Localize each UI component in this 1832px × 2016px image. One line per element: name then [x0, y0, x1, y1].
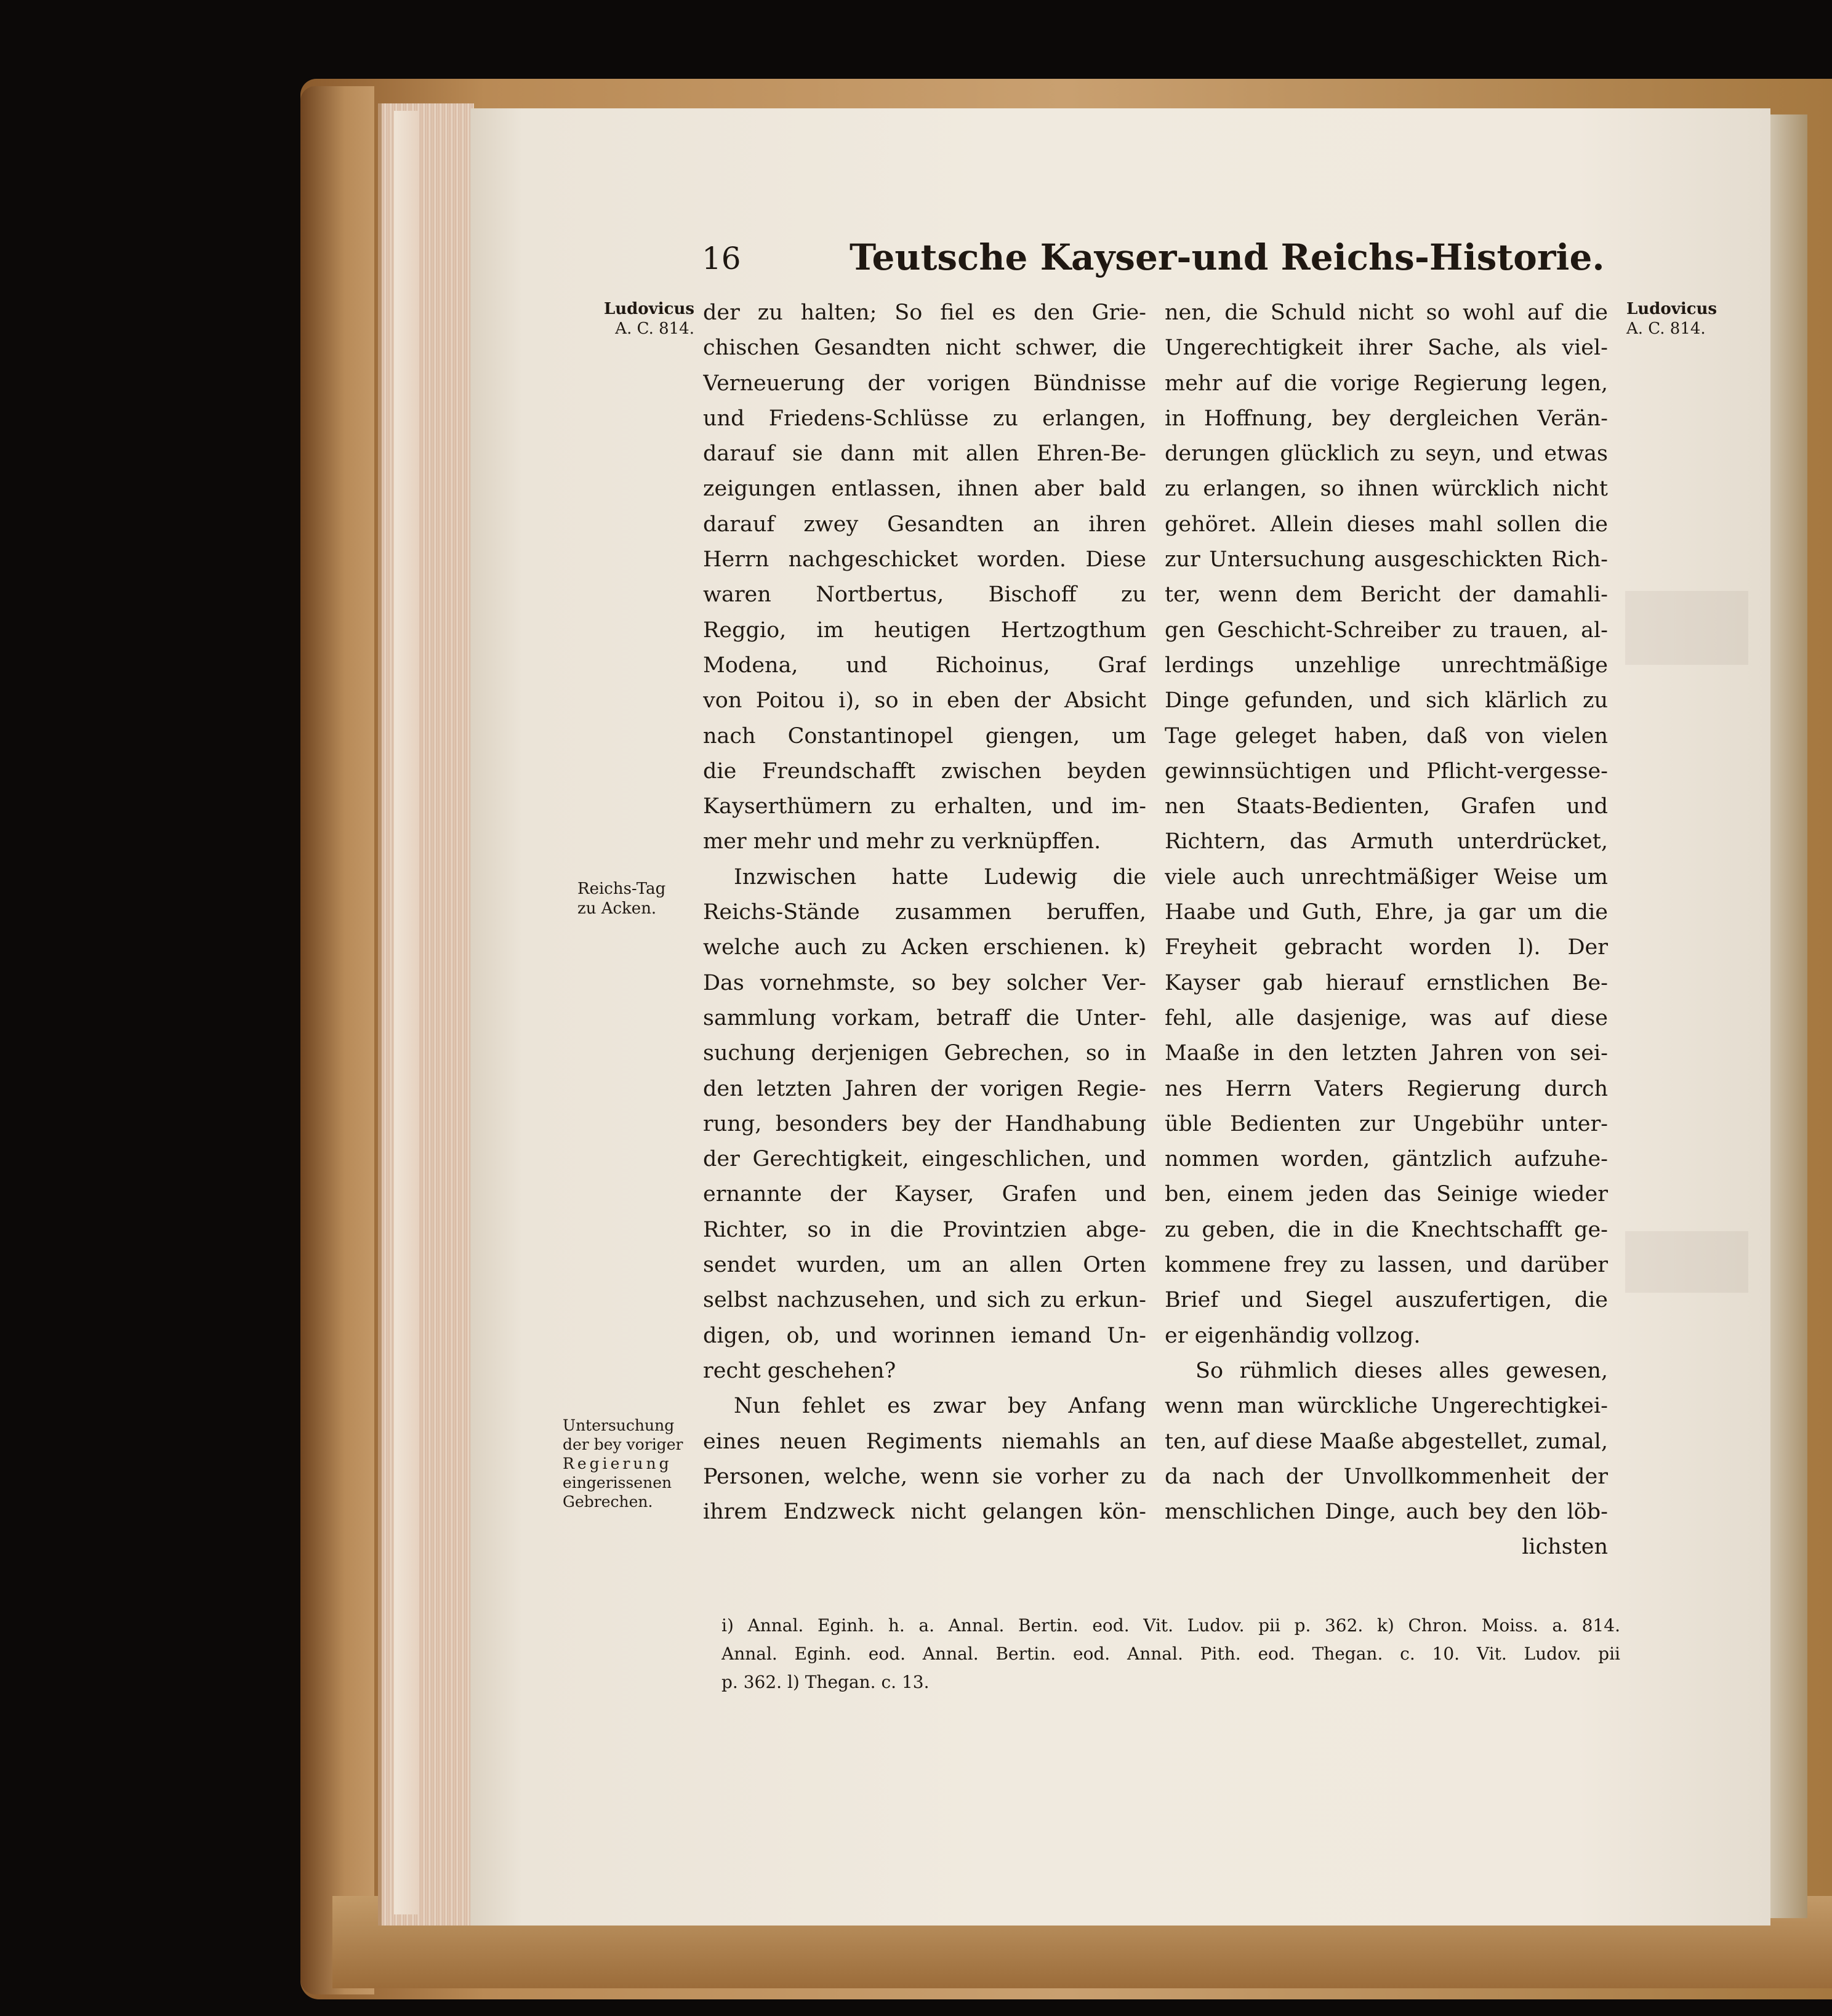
footnote-line: p. 362. l) Thegan. c. 13.	[721, 1672, 930, 1692]
text-line: von Poitou i), so in eben der Absicht	[703, 688, 1146, 713]
marginal-line: der bey voriger	[563, 1436, 683, 1453]
text-line: in Hoffnung, bey dergleichen Verän-	[1165, 406, 1608, 431]
text-line: der Gerechtigkeit, eingeschlichen, und	[703, 1147, 1146, 1172]
text-line: Richtern, das Armuth unterdrücket,	[1165, 829, 1608, 854]
text-line: waren Nortbertus, Bischoff zu	[703, 582, 1146, 608]
text-line: rung, besonders bey der Handhabung	[703, 1111, 1146, 1136]
text-line: darauf sie dann mit allen Ehren-Be-	[703, 441, 1146, 467]
marginal-line: Untersuchung	[563, 1416, 675, 1434]
text-line: nes Herrn Vaters Regierung durch	[1165, 1076, 1608, 1101]
text-line: zu geben, die in die Knechtschafft ge-	[1165, 1217, 1608, 1242]
text-line: So rühmlich dieses alles gewesen,	[1195, 1358, 1608, 1383]
page-edge-highlight	[394, 111, 419, 1914]
text-line: Nun fehlet es zwar bey Anfang	[734, 1394, 1146, 1419]
text-line: Richter, so in die Provintzien abge-	[703, 1217, 1146, 1242]
text-line: viele auch unrechtmäßiger Weise um	[1165, 864, 1608, 890]
marginal-note-left-top	[571, 299, 694, 339]
running-title: Teutsche Kayser-und Reichs-Historie.	[850, 236, 1605, 278]
marginal-line: Ludovicus	[1626, 300, 1718, 318]
page-edges	[378, 103, 474, 1926]
text-line: mehr auf die vorige Regierung legen,	[1165, 371, 1608, 396]
text-line: menschlichen Dinge, auch bey den löb-	[1165, 1500, 1608, 1525]
text-line: da nach der Unvollkommenheit der	[1165, 1464, 1608, 1489]
text-line: Kayserthümern zu erhalten, und im-	[703, 794, 1146, 819]
text-line: Reichs-Stände zusammen beruffen,	[703, 900, 1146, 925]
marginal-line: zu Acken.	[577, 899, 657, 918]
marginal-line: A. C. 814.	[615, 319, 694, 338]
text-line: sendet wurden, um an allen Orten	[703, 1253, 1146, 1278]
text-line: Ungerechtigkeit ihrer Sache, als viel-	[1165, 335, 1608, 361]
text-line: üble Bedienten zur Ungebühr unter-	[1165, 1111, 1608, 1136]
text-line: gehöret. Allein dieses mahl sollen die	[1165, 512, 1608, 537]
text-line: zeigungen entlassen, ihnen aber bald	[703, 476, 1146, 502]
marginal-line: A. C. 814.	[1626, 319, 1706, 338]
text-line: wenn man würckliche Ungerechtigkei-	[1165, 1394, 1608, 1419]
text-line: Dinge gefunden, und sich klärlich zu	[1165, 688, 1608, 713]
facing-page-edge	[1770, 114, 1807, 1918]
marginal-line: Regierung	[563, 1455, 672, 1472]
text-line: eines neuen Regiments niemahls an	[703, 1429, 1146, 1454]
text-line: ten, auf diese Maaße abgestellet, zumal,	[1165, 1429, 1608, 1454]
show-through-mark	[1625, 1231, 1748, 1293]
text-line: darauf zwey Gesandten an ihren	[703, 512, 1146, 537]
text-line: digen, ob, und worinnen iemand Un-	[703, 1323, 1146, 1348]
text-line: er eigenhändig vollzog.	[1165, 1323, 1421, 1348]
marginal-line: Ludovicus	[603, 300, 694, 318]
text-line: Verneuerung der vorigen Bündnisse	[703, 371, 1146, 396]
marginal-line: eingerissenen	[563, 1474, 672, 1492]
text-line: ter, wenn dem Bericht der damahli-	[1165, 582, 1608, 608]
footnote-line: i) Annal. Eginh. h. a. Annal. Bertin. eod. Vit. Ludov. pii p. 362. k) Chron. Moiss. a. 814.	[721, 1615, 1620, 1636]
footnotes	[721, 1612, 1620, 1697]
text-line: nen, die Schuld nicht so wohl auf die	[1165, 300, 1608, 325]
text-line: nen Staats-Bedienten, Grafen und	[1165, 794, 1608, 819]
marginal-note-left-lower	[563, 1416, 698, 1511]
marginal-line: Gebrechen.	[563, 1493, 653, 1511]
text-line: fehl, alle dasjenige, was auf diese	[1165, 1005, 1608, 1030]
text-line: Maaße in den letzten Jahren von sei-	[1165, 1041, 1608, 1066]
text-line: mer mehr und mehr zu verknüpffen.	[703, 829, 1101, 854]
text-line: gewinnsüchtigen und Pflicht-vergesse-	[1165, 758, 1608, 784]
text-line: Kayser gab hierauf ernstlichen Be-	[1165, 970, 1608, 995]
text-column-left	[703, 295, 1146, 1530]
text-line: derungen glücklich zu seyn, und etwas	[1165, 441, 1608, 467]
text-line: ben, einem jeden das Seinige wieder	[1165, 1182, 1608, 1207]
footnote-line: Annal. Eginh. eod. Annal. Bertin. eod. Annal. Pith. eod. Thegan. c. 10. Vit. Ludov. pii	[721, 1644, 1620, 1664]
text-line: ernannte der Kayser, Grafen und	[703, 1182, 1146, 1207]
text-line: sammlung vorkam, betraff die Unter-	[703, 1005, 1146, 1030]
text-line: Haabe und Guth, Ehre, ja gar um die	[1165, 900, 1608, 925]
text-line: selbst nachzusehen, und sich zu erkun-	[703, 1288, 1146, 1313]
text-line: zu erlangen, so ihnen würcklich nicht	[1165, 476, 1608, 502]
marginal-note-left-middle	[577, 879, 694, 918]
text-line: welche auch zu Acken erschienen. k)	[703, 935, 1146, 960]
text-line: Freyheit gebracht worden l). Der	[1165, 935, 1608, 960]
text-line: Herrn nachgeschicket worden. Diese	[703, 547, 1146, 572]
text-line: Personen, welche, wenn sie vorher zu	[703, 1464, 1146, 1489]
text-line: und Friedens-Schlüsse zu erlangen,	[703, 406, 1146, 431]
text-line: Das vornehmste, so bey solcher Ver-	[703, 970, 1146, 995]
text-line: ihrem Endzweck nicht gelangen kön-	[703, 1500, 1146, 1525]
text-line: lerdings unzehlige unrechtmäßige	[1165, 653, 1608, 678]
text-line: chischen Gesandten nicht schwer, die	[703, 335, 1146, 361]
text-line: kommene frey zu lassen, und darüber	[1165, 1253, 1608, 1278]
text-line: gen Geschicht-Schreiber zu trauen, al-	[1165, 617, 1608, 643]
text-line: Brief und Siegel auszufertigen, die	[1165, 1288, 1608, 1313]
marginal-line: Reichs-Tag	[577, 880, 666, 898]
binding-spine-edge	[300, 86, 374, 1994]
marginal-note-right-top	[1626, 299, 1750, 339]
text-line: Reggio, im heutigen Hertzogthum	[703, 617, 1146, 643]
text-line: die Freundschafft zwischen beyden	[703, 758, 1146, 784]
text-column-right	[1165, 295, 1608, 1565]
text-line: nach Constantinopel giengen, um	[703, 723, 1146, 749]
page-number: 16	[702, 241, 741, 276]
text-line: recht geschehen?	[703, 1358, 896, 1383]
text-line: den letzten Jahren der vorigen Regie-	[703, 1076, 1146, 1101]
text-line: Modena, und Richoinus, Graf	[703, 653, 1146, 678]
text-line: der zu halten; So fiel es den Grie-	[703, 300, 1146, 325]
show-through-mark	[1625, 591, 1748, 665]
catchword: lichsten	[1522, 1535, 1608, 1560]
text-line: nommen worden, gäntzlich aufzuhe-	[1165, 1147, 1608, 1172]
text-line: suchung derjenigen Gebrechen, so in	[703, 1041, 1146, 1066]
text-line: zur Untersuchung ausgeschickten Rich-	[1165, 547, 1608, 572]
text-line: Inzwischen hatte Ludewig die	[734, 864, 1146, 890]
text-line: Tage geleget haben, daß von vielen	[1165, 723, 1608, 749]
